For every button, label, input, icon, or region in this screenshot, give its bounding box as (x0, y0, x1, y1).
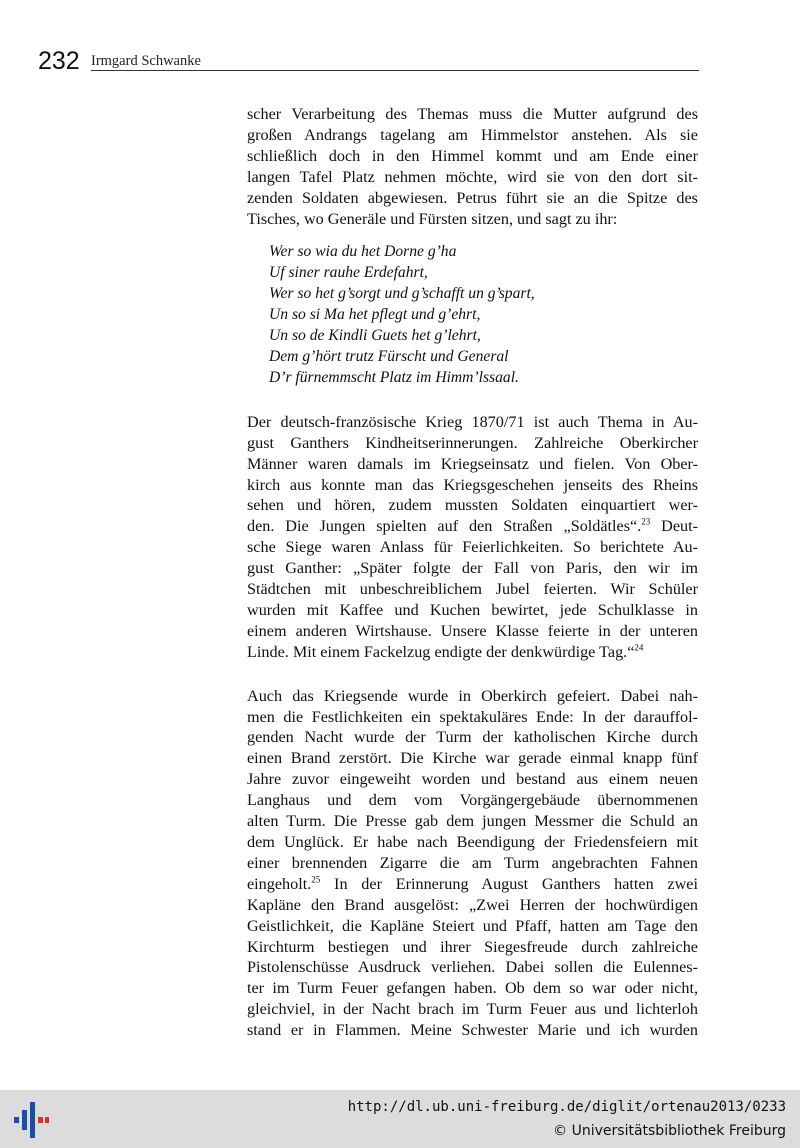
text-line: Tisches, wo Generäle und Fürsten sitzen, und sagt zu ihr: (247, 209, 618, 228)
verse-line: Uf siner rauhe Erdefahrt, (269, 264, 428, 282)
text-line: wurden mit Kaffee und Kuchen bewirtet, jede Schulklasse in (247, 600, 698, 619)
text-line: Linde. Mit einem Fackelzug endigte der denkwürdige Tag.“$^{24}$ (247, 642, 644, 661)
footnote-ref-23: 23 (641, 516, 651, 527)
text-line: den. Die Jungen spielten auf den Straßen „Soldätles“.$^{23}$ Deut- (247, 516, 698, 536)
header-rule (91, 70, 699, 71)
body-text (247, 104, 698, 1041)
text-line: Langhaus und dem vom Vorgängergebäude übernommenen (247, 791, 698, 810)
paragraph-1 (247, 104, 698, 229)
verse-line: Dem g’hört trutz Fürscht und General (269, 347, 509, 365)
text-line: schließlich doch in den Himmel kommt und am Ende einer (247, 146, 698, 165)
text-line: dem Unglück. Er habe nach Beendigung der Friedensfeiern mit (247, 833, 698, 851)
dialect-verse (269, 242, 698, 388)
paragraph-2 (247, 412, 698, 663)
text-line: einer brennenden Zigarre die am Turm angebrachten Fahnen (247, 853, 698, 872)
text-line: Auch das Kriegsende wurde in Oberkirch gefeiert. Dabei nah- (247, 686, 698, 705)
text-line: Pistolenschüsse Ausdruck verliehen. Dabei sollen die Eulennes- (247, 958, 698, 977)
footnote-ref-25: 25 (311, 874, 321, 885)
text-line: scher Verarbeitung des Themas muss die Mutter aufgrund des (247, 105, 698, 123)
text-line: Männer waren damals im Kriegseinsatz und fielen. Von Ober- (247, 454, 698, 473)
text-line: sehen und hören, zudem mussten Soldaten einquartiert wer- (247, 496, 698, 515)
text-line: einen Brand zerstört. Die Kirche war gerade einmal knapp fünf (247, 749, 698, 768)
footnote-ref-24: 24 (634, 642, 644, 653)
text-line: stand er in Flammen. Meine Schwester Marie und ich wurden (247, 1021, 698, 1040)
text-line: Städtchen mit unbeschreiblichem Jubel feierten. Wir Schüler (247, 580, 698, 599)
verse-line: Un so de Kindli Guets het g’lehrt, (269, 327, 481, 345)
text-line: Der deutsch-französische Krieg 1870/71 ist auch Thema in Au- (247, 412, 698, 431)
ub-freiburg-logo-icon (10, 1100, 50, 1140)
text-line: zenden Soldaten abgewiesen. Petrus führt sie an die Spitze des (247, 188, 698, 207)
text-line: sche Siege waren Anlass für Feierlichkeiten. So berichtete Au- (247, 538, 698, 557)
verse-line: D’r fürnemmscht Platz im Himm’lssaal. (269, 368, 519, 386)
text-line: Kapläne den Brand ausgelöst: „Zwei Herren der hochwürdigen (247, 895, 698, 914)
text-line: gust Ganther: „Später folgte der Fall von Paris, den wir im (247, 559, 698, 578)
text-line: langen Tafel Platz nehmen möchte, wird sie von den dort sit- (247, 167, 698, 186)
text-line: Kirchturm bestiegen und ihrer Siegesfreude durch zahlreiche (247, 937, 698, 956)
copyright-text: © Universitätsbibliothek Freiburg (553, 1123, 786, 1139)
footer-bar (0, 1090, 800, 1148)
text-line: gust Ganthers Kindheitserinnerungen. Zahlreiche Oberkircher (247, 433, 698, 452)
verse-line: Wer so het g’sorgt und g’schafft un g’spart, (269, 285, 535, 303)
text-line: men die Festlichkeiten ein spektakuläres Ende: In der darauffol- (247, 707, 698, 726)
running-head: Irmgard Schwanke (91, 53, 201, 69)
text-line: einem anderen Wirtshause. Unsere Klasse feierte in der unteren (247, 621, 698, 640)
text-line: gleichviel, in der Nacht brach im Turm Feuer aus und lichterloh (247, 1000, 698, 1019)
text-line: Jahre zuvor eingeweiht worden und bestand aus einem neuen (247, 770, 698, 789)
verse-line: Un so si Ma het pflegt und g’ehrt, (269, 306, 481, 324)
page-number: 232 (38, 47, 80, 75)
text-line: kirch aus konnte man das Kriegsgeschehen jenseits des Rheins (247, 475, 698, 494)
text-line: ter im Turm Feuer gefangen haben. Ob dem so war oder nicht, (247, 979, 698, 998)
verse-line: Wer so wia du het Dorne g’ha (269, 243, 457, 261)
text-line: großen Andrangs tagelang am Himmelstor anstehen. Als sie (247, 125, 698, 144)
text-line: Geistlichkeit, die Kapläne Steiert und Pfaff, hatten am Tage den (247, 916, 698, 935)
paragraph-3 (247, 686, 698, 1041)
text-line: alten Turm. Die Presse gab dem jungen Messmer die Schuld an (247, 812, 698, 831)
text-line: genden Nacht wurde der Turm der katholischen Kirche durch (247, 728, 698, 747)
text-line: eingeholt.$^{25}$ In der Erinnerung August Ganthers hatten zwei (247, 874, 698, 893)
source-url-link[interactable]: http://dl.ub.uni-freiburg.de/diglit/ortenau2013/0233 (347, 1099, 786, 1115)
